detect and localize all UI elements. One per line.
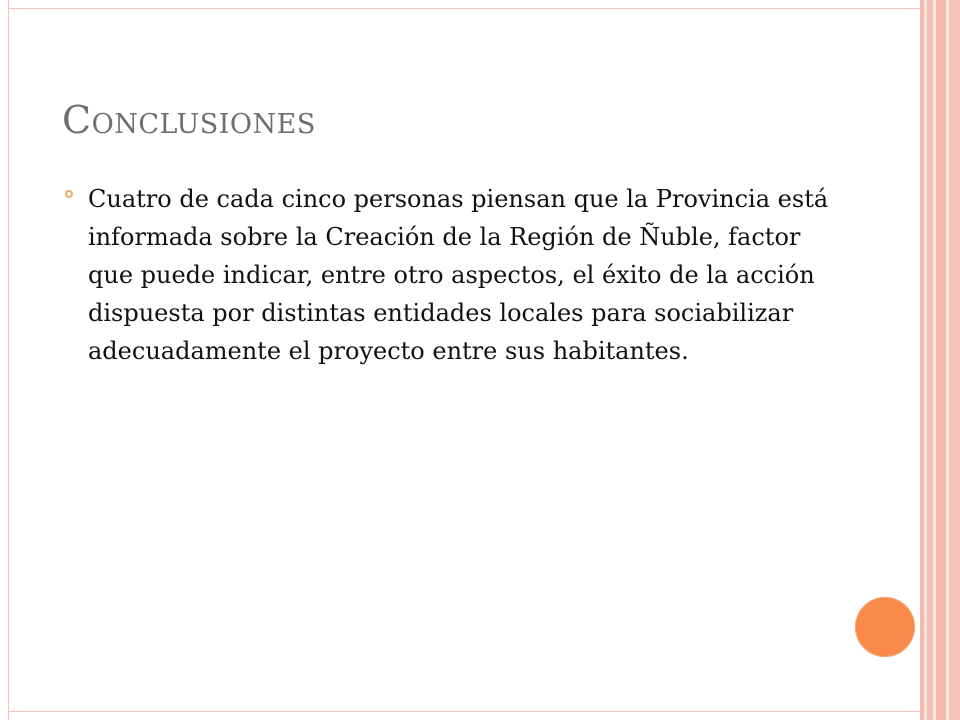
stripe	[949, 0, 960, 720]
bullet-text: Cuatro de cada cinco personas piensan que la Provincia está informada sobre la Creación de la Región de Ñuble, factor que puede indicar, entre otro aspectos, el éxito de la acción dispuesta por distintas entidades locales para sociabilizar adecuadamente el proyecto entre sus habitantes.	[88, 185, 829, 365]
slide-title: Conclusiones	[62, 98, 316, 142]
hollow-circle-bullet-icon	[65, 190, 73, 198]
slide-content	[62, 180, 842, 370]
right-stripe-decoration	[920, 0, 960, 720]
left-border-line	[8, 0, 9, 720]
bullet-item	[62, 180, 842, 370]
bottom-border-line	[8, 711, 920, 712]
top-border-line	[8, 8, 920, 9]
stripe	[936, 0, 946, 720]
orange-circle-icon	[855, 597, 915, 657]
